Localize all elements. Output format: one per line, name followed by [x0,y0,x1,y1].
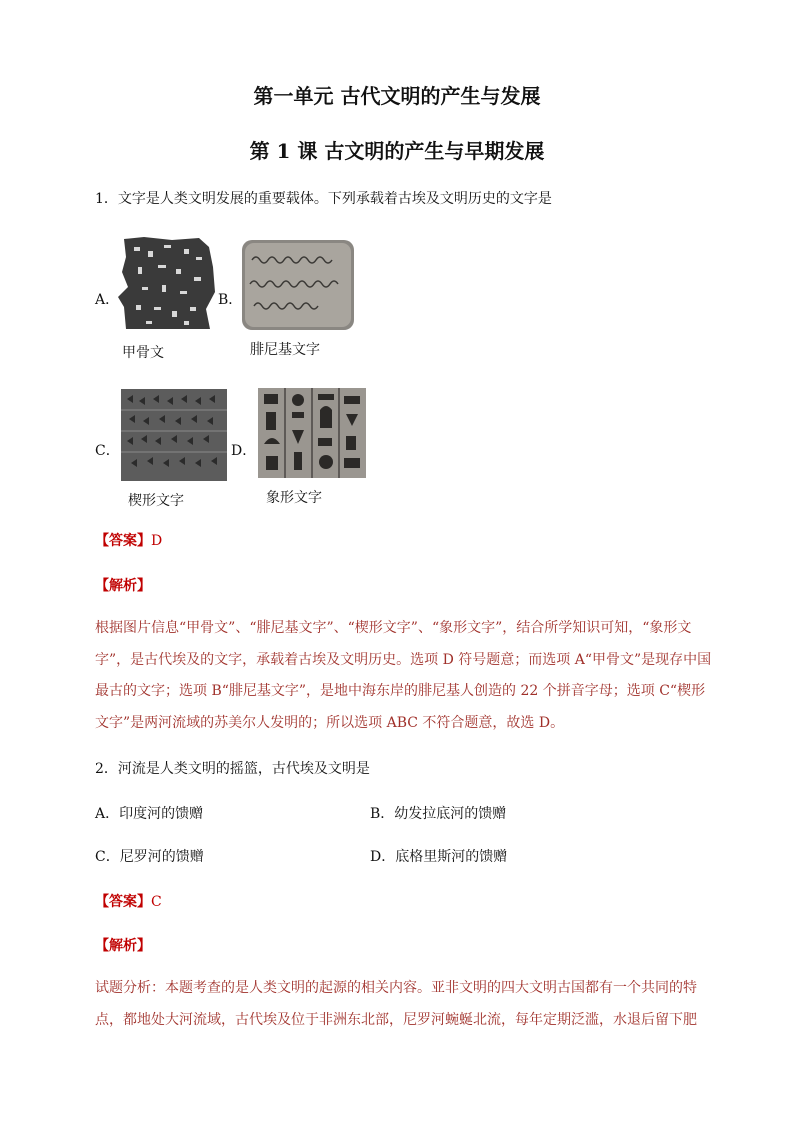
q2-answer-tag: 【答案】 [95,894,151,910]
oracle-bone-image [114,237,216,330]
caption-cuneiform: 楔形文字 [128,493,184,509]
option-b-label: B． [218,292,243,308]
q1-analysis-tag: 【解析】 [95,578,151,594]
q1-answer-line [95,530,162,550]
q2-answer-line [95,891,162,911]
q1-analysis-tag-line [95,575,151,595]
lesson-title: 第 1 课 古文明的产生与早期发展 [249,139,545,163]
unit-title: 第一单元 古代文明的产生与发展 [253,84,541,108]
caption-phoenician: 腓尼基文字 [250,342,320,358]
q2-option-c: C．尼罗河的馈赠 [95,849,204,865]
q2-option-d: D．底格里斯河的馈赠 [370,849,508,865]
question-2-stem: 2．河流是人类文明的摇篮，古代埃及文明是 [95,761,370,777]
caption-oracle-bone: 甲骨文 [122,345,164,361]
q2-analysis-tag: 【解析】 [95,938,151,954]
option-d-label: D． [231,443,257,459]
q2-analysis: 试题分析：本题考查的是人类文明的起源的相关内容。亚非文明的四大文明古国都有一个共同的特点，都地处大河流域，古代埃及位于非洲东北部，尼罗河蜿蜒北流，每年定期泛滥，水退后留下肥 [95,980,697,1028]
q1-answer-tag: 【答案】 [95,533,151,549]
q2-option-a: A．印度河的馈赠 [95,806,204,822]
phoenician-tablet-image [242,240,354,330]
option-c-label: C． [95,443,120,459]
cuneiform-tablet-image [121,389,227,481]
caption-hieroglyph: 象形文字 [266,490,322,506]
q2-answer: C [151,894,162,910]
q2-option-b: B．幼发拉底河的馈赠 [370,806,507,822]
hieroglyph-image [258,388,366,478]
question-1-stem: 1．文字是人类文明发展的重要载体。下列承载着古埃及文明历史的文字是 [95,191,552,207]
q2-analysis-tag-line [95,935,151,955]
q1-answer: D [151,533,163,549]
option-a-label: A． [95,292,120,308]
q1-analysis: 根据图片信息“甲骨文”、“腓尼基文字”、“楔形文字”、“象形文字”，结合所学知识可知，“象形文字”，是古代埃及的文字，承载着古埃及文明历史。选项 D 符号题意；而选项 A“甲骨文”是现存中国最古的文字；选项 B“腓尼基文字”，是地中海东岸的腓尼基人创造的 22 个拼音字母；选项 C“楔形文字”是两河流域的苏美尔人发明的；所以选项 ABC 不符合题意，故选 D。 [95,620,712,731]
